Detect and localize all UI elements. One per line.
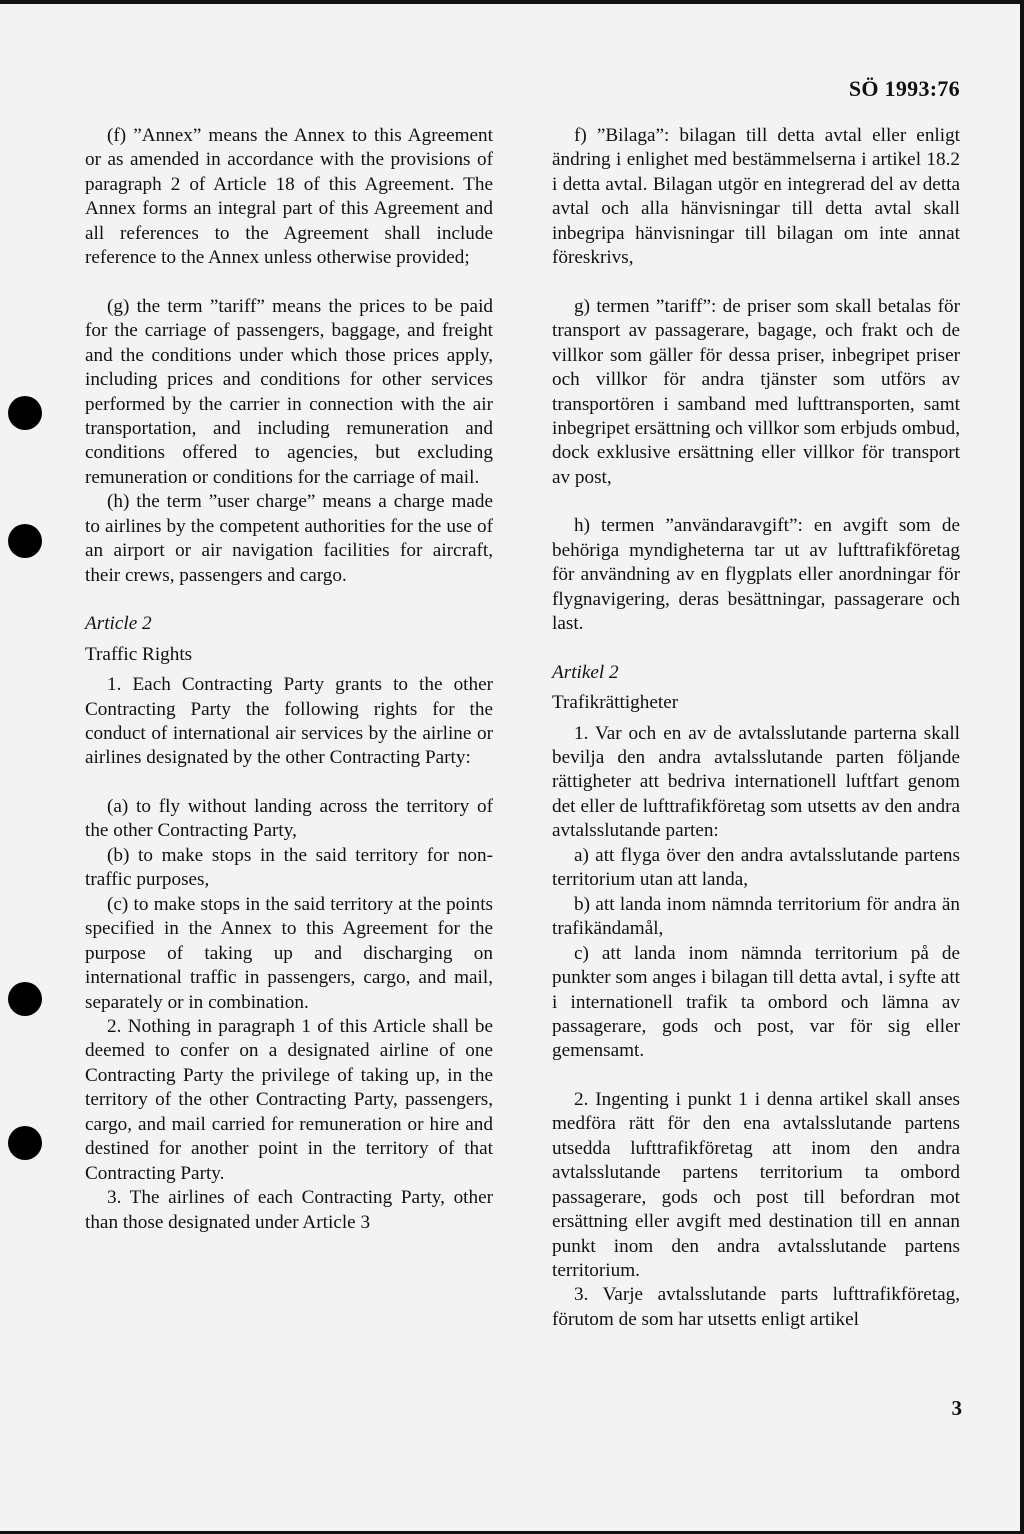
paragraph-3: 3. The airlines of each Contracting Party, other than those designated under Article 3	[85, 1187, 493, 1233]
article-label: Article 2	[85, 613, 152, 635]
punch-hole	[8, 1126, 42, 1160]
document-code: SÖ 1993:76	[848, 76, 960, 101]
definition-bilaga: f) ”Bilaga”: bilagan till detta avtal eller enligt ändring i enlighet med bestämmelserna i artikel 18.2 i detta avtal. Bilagan utgör en integrerad del av detta avtal och alla hänvisningar till detta avtal skall inbegripa hänvisningar till bilagan om inte annat föreskrivs,	[552, 125, 960, 269]
punkt-3: 3. Varje avtalsslutande parts lufttrafikföretag, förutom de som har utsetts enligt artikel	[552, 1284, 960, 1330]
paragraph-2: 2. Nothing in paragraph 1 of this Article shall be deemed to confer on a designated airline of one Contracting Party the privilege of taking up, in the territory of the other Contracting Party, passengers, cargo, and mail carried for remuneration or hire and destined for another point in the territory of that Contracting Party.	[85, 1015, 493, 1184]
paragraph-1b: (b) to make stops in the said territory for non-traffic purposes,	[85, 844, 493, 891]
punch-hole	[8, 982, 42, 1016]
definition-tariff: (g) the term ”tariff” means the prices to be paid for the carriage of passengers, baggage, and freight and the conditions under which those prices apply, including prices and conditions for other services performed by the carrier in connection with the air transportation, and including remuneration and conditions offered to agencies, but excluding remuneration or conditions for the carriage of mail.	[85, 295, 493, 488]
punch-hole	[8, 524, 42, 558]
artikel-title: Trafikrättigheter	[552, 692, 679, 714]
punkt-1: 1. Var och en av de avtalsslutande parterna skall bevilja den andra avtalsslutande parten följande rättigheter att bedriva internationell luftfart genom det eller de lufttrafikföretag som utsetts av den andra avtalsslutande parten:	[552, 722, 960, 842]
punkt-2: 2. Ingenting i punkt 1 i denna artikel skall anses medföra rätt för den ena avtalsslutande partens utsedda lufttrafikföretag att inom den andra avtalsslutande partens territorium ta ombord passagerare, gods och post till befordran mot ersättning eller avgift med destination till en annan punkt inom den andra avtalsslutande partens territorium.	[552, 1088, 960, 1282]
paragraph-1c: (c) to make stops in the said territory at the points specified in the Annex to this Agreement for the purpose of taking up and discharging on international traffic in passengers, cargo, and mail, separately or in combination.	[85, 893, 493, 1013]
artikel-label: Artikel 2	[552, 661, 619, 683]
paragraph-1: 1. Each Contracting Party grants to the other Contracting Party the following rights for the conduct of international air services by the airline or airlines designated by the other Contracting Party:	[85, 674, 493, 769]
punkt-1b: b) att landa inom nämnda territorium för andra än trafikändamål,	[552, 893, 960, 940]
paragraph-1a: (a) to fly without landing across the territory of the other Contracting Party,	[85, 795, 493, 842]
punkt-1a: a) att flyga över den andra avtalsslutande partens territorium utan att landa,	[552, 844, 960, 891]
swedish-column	[552, 124, 960, 1332]
page-number: 3	[951, 1396, 962, 1420]
article-title: Traffic Rights	[85, 643, 193, 665]
definition-annex: (f) ”Annex” means the Annex to this Agreement or as amended in accordance with the provisions of paragraph 2 of Article 18 of this Agreement. The Annex forms an integral part of this Agreement and all references to the Agreement shall include reference to the Annex unless otherwise provided;	[85, 125, 493, 269]
definition-anvandaravgift: h) termen ”användaravgift”: en avgift som de behöriga myndigheterna tar ut av lufttrafikföretag för användning av en flygplats eller anordningar för flygnavigering, deras besättningar, passagerare och last.	[552, 515, 960, 635]
punkt-1c: c) att landa inom nämnda territorium på de punkter som anges i bilagan till detta avtal, i syfte att i internationell trafik ta ombord och lämna av passagerare, gods och post, var för sig eller gemensamt.	[552, 942, 960, 1062]
english-column	[85, 124, 493, 1235]
definition-tariff-sv: g) termen ”tariff”: de priser som skall betalas för transport av passagerare, bagage, och frakt och de villkor som gäller för dessa priser, inbegripet priser och villkor för andra tjänster som utförs av transportören i samband med lufttransporten, samt inbegripet ersättning och villkor som erbjuds ombud, dock exklusive ersättning eller villkor för transport av post,	[552, 295, 960, 488]
definition-user-charge: (h) the term ”user charge” means a charge made to airlines by the competent authorities for the use of an airport or air navigation facilities for aircraft, their crews, passengers and cargo.	[85, 491, 493, 586]
punch-hole	[8, 396, 42, 430]
